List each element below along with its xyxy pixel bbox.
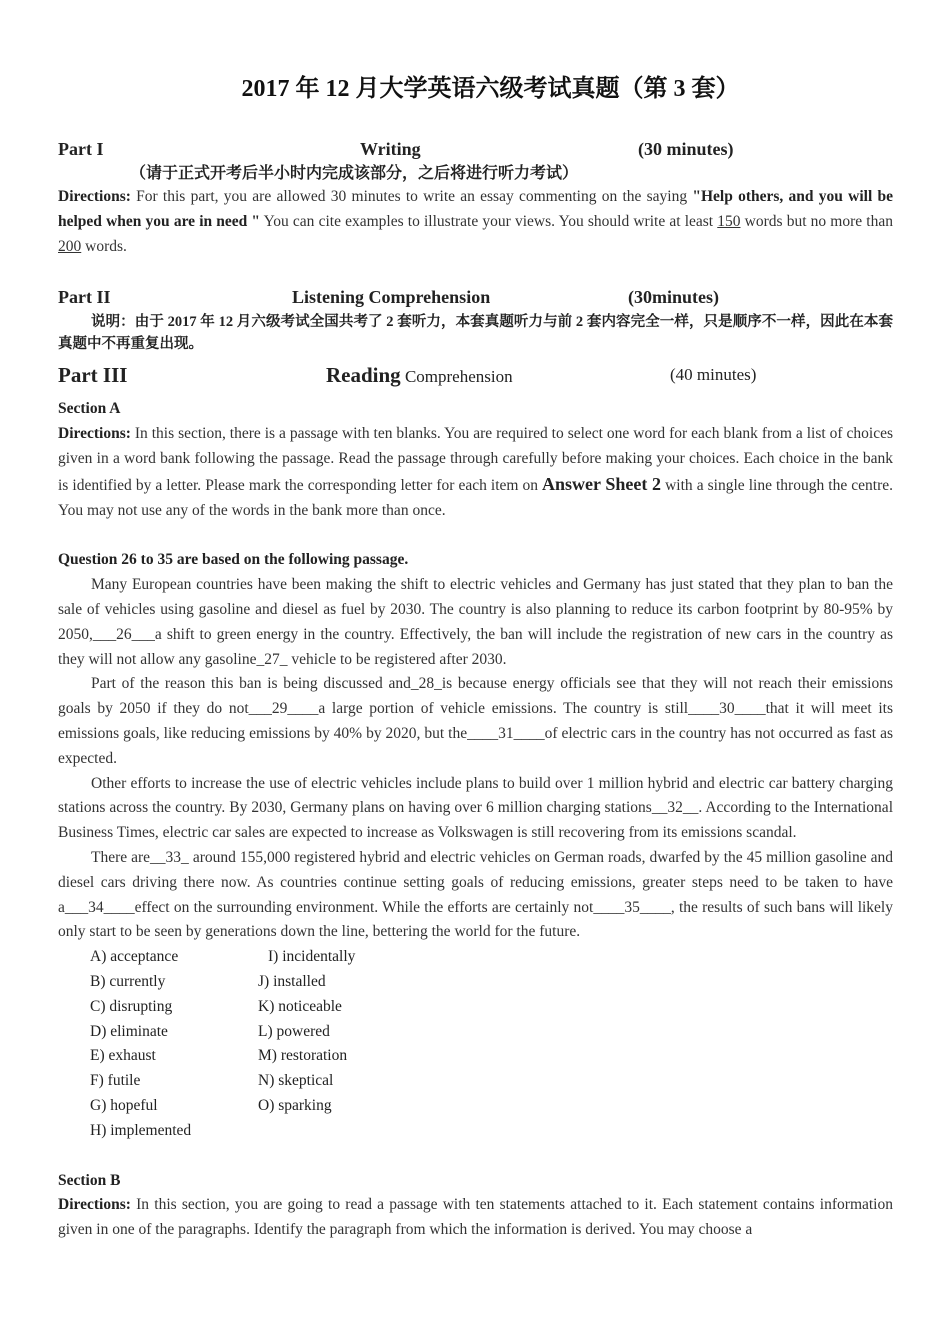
- word-bank-row: [90, 945, 893, 970]
- word-bank-row: [90, 1069, 893, 1094]
- choice-a: A) acceptance: [90, 948, 179, 966]
- part2-note: 说明：由于 2017 年 12 月六级考试全国共考了 2 套听力，本套真题听力与前 2 套内容完全一样，只是顺序不一样，因此在本套真题中不再重复出现。: [58, 314, 893, 353]
- part3-name: Reading Comprehension: [326, 363, 513, 388]
- part1-note: （请于正式开考后半小时内完成该部分，之后将进行听力考试）: [130, 165, 579, 182]
- part2-label: Part II: [58, 287, 111, 308]
- part1-name: Writing: [360, 139, 421, 159]
- section-b-directions: Directions: In this section, you are going to read a passage with ten statements attached to it. Each statement contains information given in one of the paragraphs. Identify the paragraph from which the information is derived. You may choose a: [58, 1196, 893, 1239]
- passage-paragraph-4: There are__33_ around 155,000 registered hybrid and electric vehicles on German roads, dwarfed by the 45 million gasoline and diesel cars driving there now. As countries continue setting goals of reducing emissions, greater steps need to be taken to have a___34____effect on the surrounding environment. While the efforts are certainly not____35____, the results of such bans will likely only start to be seen by generations down the line, bettering the world for the future.: [58, 848, 893, 941]
- section-a-heading: Section A: [58, 400, 121, 418]
- choice-d: D) eliminate: [90, 1022, 168, 1040]
- choice-g: G) hopeful: [90, 1096, 158, 1114]
- choice-e: E) exhaust: [90, 1047, 156, 1065]
- part1-time: (30 minutes): [638, 139, 734, 159]
- part2-header: [58, 287, 893, 311]
- section-b-heading: Section B: [58, 1171, 121, 1189]
- choice-j: J) installed: [258, 972, 326, 990]
- word-bank-row: [90, 1044, 893, 1069]
- page-title: 2017 年 12 月大学英语六级考试真题（第 3 套）: [241, 76, 740, 102]
- choice-m: M) restoration: [258, 1047, 348, 1065]
- choice-c: C) disrupting: [90, 997, 173, 1015]
- part1-label: Part I: [58, 139, 104, 159]
- passage-paragraph-3: Other efforts to increase the use of electric vehicles include plans to build over 1 million hybrid and electric car battery charging stations across the country. By 2030, Germany plans on having over 6 million charging stations__32__. According to the International Business Times, electric car sales are expected to increase as Volkswagen is still recovering from its emissions scandal.: [58, 774, 893, 842]
- word-bank-row: [90, 1020, 893, 1045]
- choice-l: L) powered: [258, 1022, 330, 1040]
- part3-header: [58, 363, 893, 397]
- part2-time: (30minutes): [628, 287, 719, 308]
- choice-k: K) noticeable: [258, 997, 342, 1015]
- part2-name: Listening Comprehension: [292, 287, 491, 308]
- choice-n: N) skeptical: [258, 1072, 334, 1090]
- word-bank-row: [90, 1094, 893, 1119]
- choice-b: B) currently: [90, 972, 166, 990]
- exam-page: [58, 60, 893, 1243]
- choice-h: H) implemented: [90, 1121, 192, 1139]
- word-bank-row: [90, 1119, 893, 1144]
- part1-directions: Directions: For this part, you are allowed 30 minutes to write an essay commenting on the saying "Help others, and you will be helped when you are in need " You can cite examples to illustrate your views. You should write at least 150 words but no more than 200 words.: [58, 188, 893, 255]
- word-bank: [90, 945, 893, 1143]
- question-heading: Question 26 to 35 are based on the following passage.: [58, 551, 409, 569]
- part1-header: [58, 139, 893, 163]
- passage-paragraph-2: Part of the reason this ban is being discussed and_28_is because energy officials see that they will not reach their emissions goals by 2050 if they do not___29____a large portion of vehicle emissions. The country is still____30____that it will meet its emissions goals, like reducing emissions by 40% by 2020, but the____31____of electric cars in the country has not occurred as fast as expected.: [58, 675, 893, 767]
- passage-paragraph-1: Many European countries have been making the shift to electric vehicles and Germany has just stated that they plan to ban the sale of vehicles using gasoline and diesel as fuel by 2030. The country is also planning to reduce its carbon footprint by 80-95% by 2050,___26___a shift to green energy in the country. Effectively, the ban will include the registration of new cars in the country as they will not allow any gasoline_27_ vehicle to be registered after 2030.: [58, 576, 893, 668]
- part3-time: (40 minutes): [670, 365, 757, 385]
- word-bank-row: [90, 995, 893, 1020]
- choice-f: F) futile: [90, 1072, 141, 1090]
- choice-o: O) sparking: [258, 1096, 332, 1114]
- section-a-directions: Directions: In this section, there is a passage with ten blanks. You are required to select one word for each blank from a list of choices given in a word bank following the passage. Read the passage through carefully before making your choices. Each choice in the bank is identified by a letter. Please mark the corresponding letter for each item on Answer Sheet 2 with a single line through the centre. You may not use any of the words in the bank more than once.: [58, 425, 893, 519]
- part3-label: Part III: [58, 363, 128, 388]
- choice-i: I) incidentally: [268, 948, 356, 966]
- word-bank-row: [90, 970, 893, 995]
